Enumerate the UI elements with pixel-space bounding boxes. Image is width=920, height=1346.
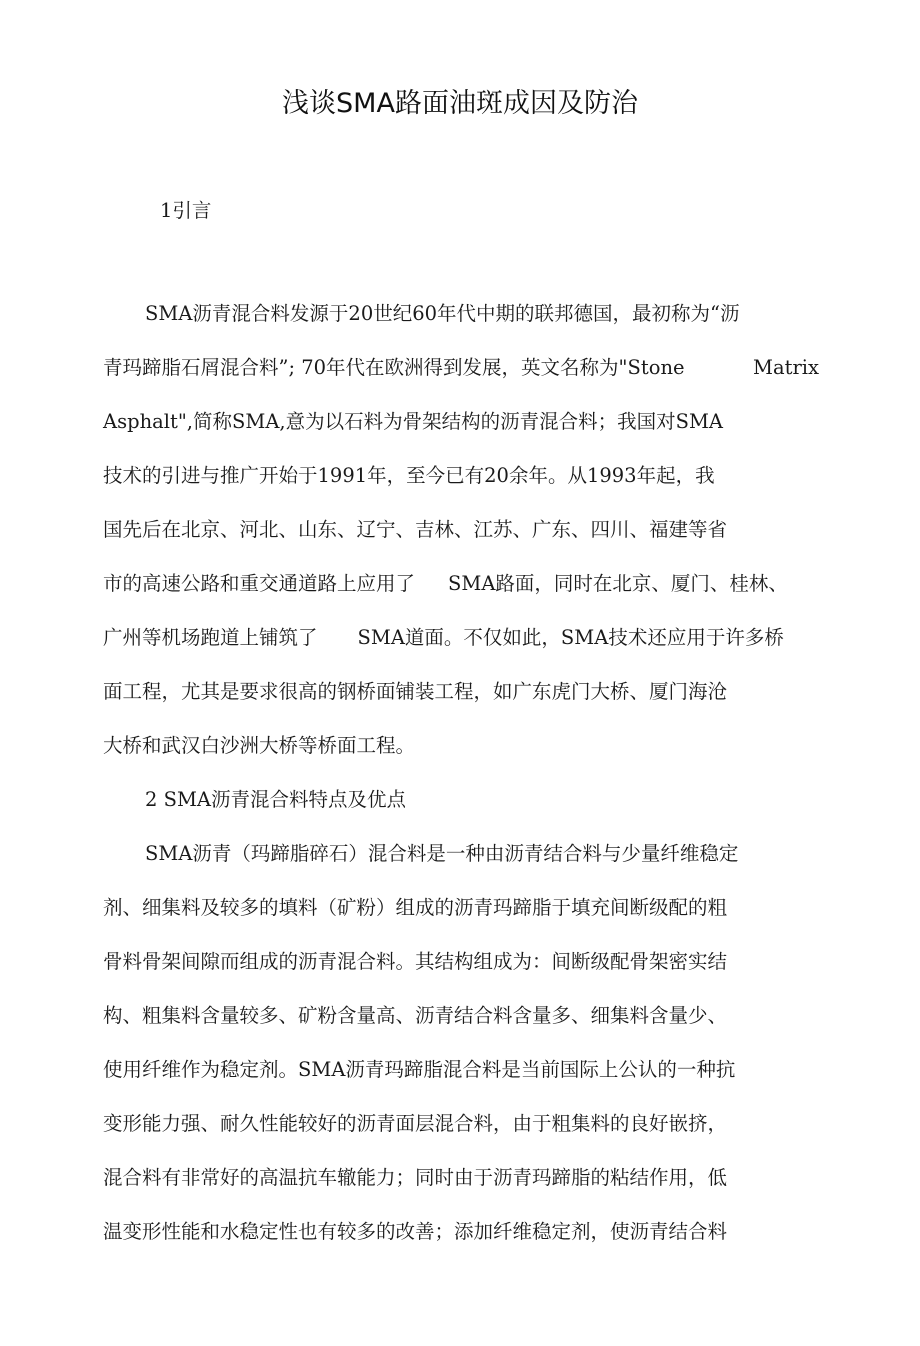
paragraph-1-line-8: 面工程，尤其是要求很高的钢桥面铺装工程，如广东虎门大桥、厦门海沧 — [103, 680, 728, 703]
paragraph-1-line-2-end: Matrix — [753, 356, 819, 379]
paragraph-1-line-4: 技术的引进与推广开始于1991年，至今已有20余年。从1993年起，我 — [103, 464, 715, 487]
paragraph-2-line-5: 使用纤维作为稳定剂。SMA沥青玛蹄脂混合料是当前国际上公认的一种抗 — [103, 1058, 736, 1081]
paragraph-1-line-2: 青玛蹄脂石屑混合料”; 70年代在欧洲得到发展，英文名称为"Stone — [103, 356, 685, 379]
paragraph-1-line-6-part-b: SMA路面，同时在北京、厦门、桂林、 — [448, 572, 788, 595]
paragraph-2-line-3: 骨料骨架间隙而组成的沥青混合料。其结构组成为：间断级配骨架密实结 — [103, 950, 728, 973]
paragraph-2-line-7: 混合料有非常好的高温抗车辙能力；同时由于沥青玛蹄脂的粘结作用，低 — [103, 1166, 728, 1189]
paragraph-2-line-1: SMA沥青（玛蹄脂碎石）混合料是一种由沥青结合料与少量纤维稳定 — [145, 842, 739, 865]
paragraph-1-line-7 — [103, 624, 784, 652]
paragraph-1-line-7-part-a: 广州等机场跑道上铺筑了 — [103, 626, 318, 649]
paragraph-2-line-4: 构、粗集料含量较多、矿粉含量高、沥青结合料含量多、细集料含量少、 — [103, 1004, 728, 1027]
paragraph-1-line-6-part-a: 市的高速公路和重交通道路上应用了 — [103, 572, 416, 595]
paragraph-1-line-7-part-b: SMA道面。不仅如此，SMA技术还应用于许多桥 — [357, 626, 784, 649]
paragraph-1-line-1: SMA沥青混合料发源于20世纪60年代中期的联邦德国，最初称为“沥 — [145, 302, 740, 325]
paragraph-2-line-2: 剂、细集料及较多的填料（矿粉）组成的沥青玛蹄脂于填充间断级配的粗 — [103, 896, 728, 919]
paragraph-2-line-6: 变形能力强、耐久性能较好的沥青面层混合料，由于粗集料的良好嵌挤， — [103, 1112, 728, 1135]
document-title: 浅谈SMA路面油斑成因及防治 — [282, 88, 638, 119]
paragraph-1-line-9: 大桥和武汉白沙洲大桥等桥面工程。 — [103, 734, 416, 757]
paragraph-1-line-5: 国先后在北京、河北、山东、辽宁、吉林、江苏、广东、四川、福建等省 — [103, 518, 728, 541]
paragraph-1-line-3: Asphalt",简称SMA,意为以石料为骨架结构的沥青混合料；我国对SMA — [103, 410, 724, 433]
paragraph-2-line-8: 温变形性能和水稳定性也有较多的改善；添加纤维稳定剂，使沥青结合料 — [103, 1220, 728, 1243]
section-heading-sma-features: 2 SMA沥青混合料特点及优点 — [145, 788, 407, 811]
paragraph-1-line-6 — [103, 570, 788, 598]
section-heading-introduction: 1引言 — [160, 199, 212, 222]
